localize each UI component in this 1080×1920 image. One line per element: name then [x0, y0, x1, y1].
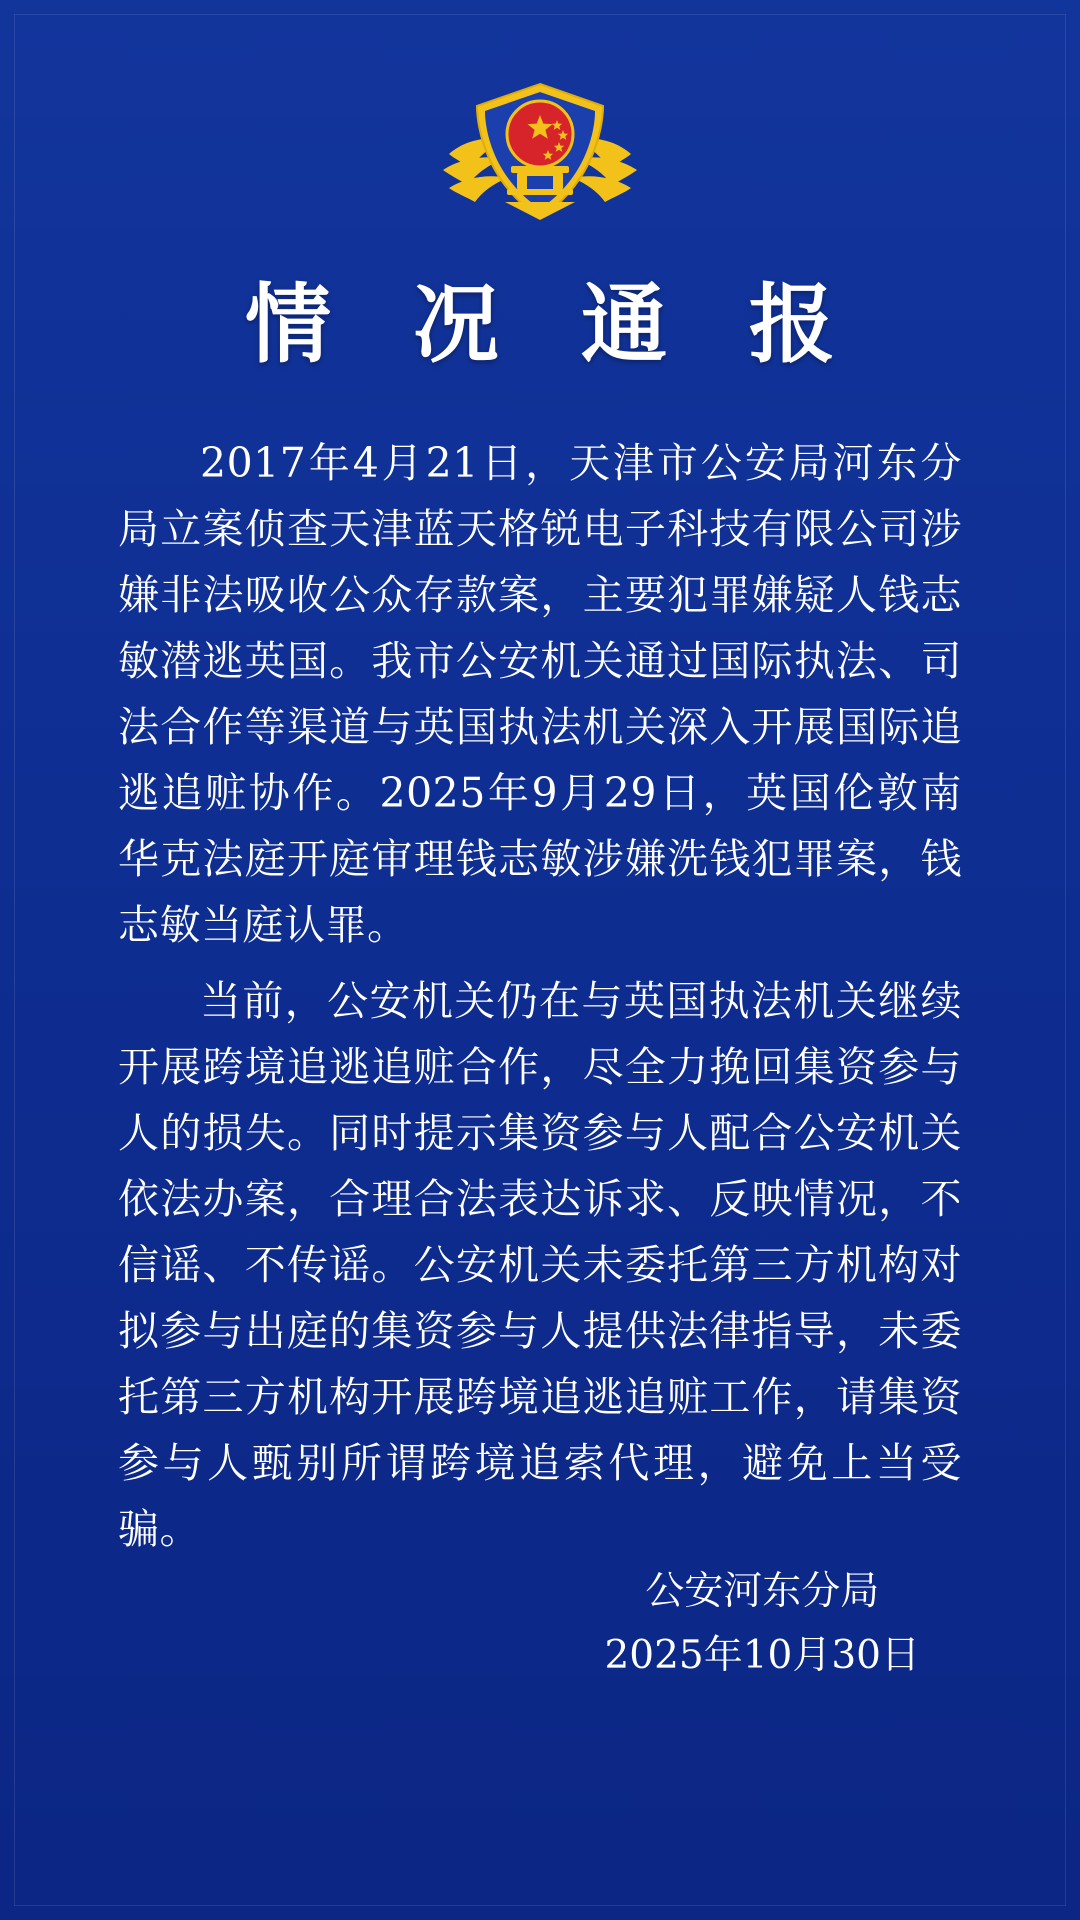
emblem-container	[0, 62, 1080, 237]
notice-body	[118, 430, 962, 1572]
signature-block	[604, 1560, 920, 1688]
paragraph-1: 2017年4月21日，天津市公安局河东分局立案侦查天津蓝天格锐电子科技有限公司涉嫌非法吸收公众存款案，主要犯罪嫌疑人钱志敏潜逃英国。我市公安机关通过国际执法、司法合作等渠道与英国执法机关深入开展国际追逃追赃协作。2025年9月29日，英国伦敦南华克法庭开庭审理钱志敏涉嫌洗钱犯罪案，钱志敏当庭认罪。	[118, 439, 962, 949]
signature-organization: 公安河东分局	[645, 1569, 880, 1614]
paragraph-2: 当前，公安机关仍在与英国执法机关继续开展跨境追逃追赃合作，尽全力挽回集资参与人的损失。同时提示集资参与人配合公安机关依法办案，合理合法表达诉求、反映情况，不信谣、不传谣。公安机关未委托第三方机构对拟参与出庭的集资参与人提供法律指导，未委托第三方机构开展跨境追逃追赃工作，请集资参与人甄别所谓跨境追索代理，避免上当受骗。	[118, 977, 962, 1553]
police-badge-emblem	[435, 62, 645, 237]
signature-date: 2025年10月30日	[604, 1633, 920, 1678]
page-title: 情 况 通 报	[245, 274, 861, 375]
